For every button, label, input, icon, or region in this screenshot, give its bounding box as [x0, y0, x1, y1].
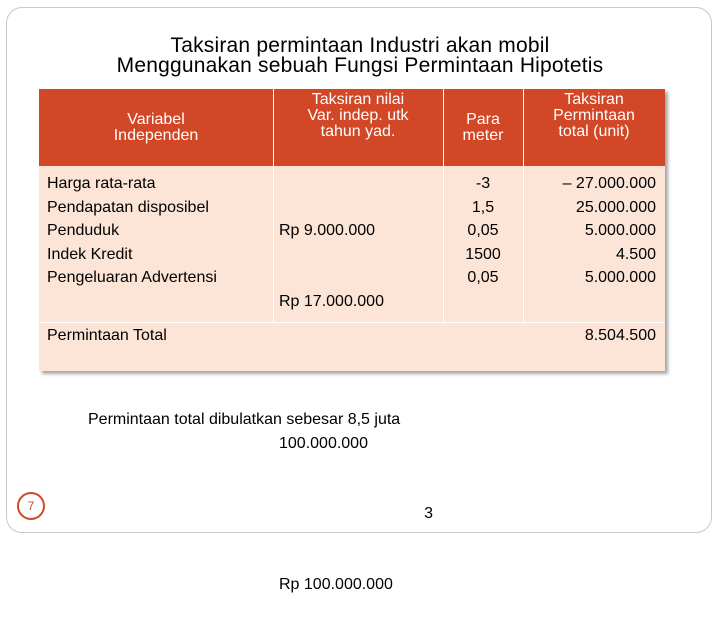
estimate-list — [279, 172, 433, 644]
total-item: 5.000.000 — [584, 222, 656, 240]
header-estimate-line-3: tahun yad. — [320, 123, 396, 140]
header-divider — [523, 89, 524, 166]
variable-list — [47, 172, 271, 290]
header-total — [523, 89, 665, 166]
variable-item: Harga rata-rata — [47, 175, 156, 192]
table-header — [39, 89, 665, 166]
estimate-item: Rp 9.000.000 — [279, 222, 376, 240]
page-number-badge — [17, 492, 45, 520]
parameter-item: -3 — [475, 175, 491, 192]
header-estimate — [273, 89, 443, 166]
parameter-item: 0,05 — [467, 269, 499, 287]
variable-item: Pengeluaran Advertensi — [47, 269, 217, 287]
title-line-1: Taksiran permintaan Industri akan mobil — [170, 34, 550, 57]
header-variable — [39, 89, 273, 166]
total-list — [527, 172, 656, 290]
header-estimate-line-1: Taksiran nilai — [311, 91, 405, 108]
parameter-item: 1,5 — [471, 198, 495, 216]
header-divider — [273, 89, 274, 166]
rounding-note: Permintaan total dibulatkan sebesar 8,5 juta — [88, 411, 401, 428]
header-variable-line-2: Independen — [113, 126, 199, 144]
footer-total: 8.504.500 — [584, 327, 656, 344]
parameter-item: 1500 — [465, 245, 501, 263]
variable-item: Penduduk — [47, 222, 120, 240]
estimate-item: 100.000.000 — [279, 434, 368, 452]
header-variable-line-1: Variabel — [127, 110, 185, 128]
variable-item: Pendapatan disposibel — [47, 198, 209, 216]
column-divider — [273, 166, 274, 322]
total-item: 4.500 — [615, 245, 656, 263]
parameter-item: 0,05 — [467, 222, 499, 240]
column-divider — [523, 166, 524, 322]
total-item: 5.000.000 — [584, 269, 656, 287]
header-estimate-line-2: Var. indep. utk — [307, 107, 409, 124]
parameter-list — [443, 172, 523, 290]
footer-label: Permintaan Total — [47, 327, 167, 344]
estimate-item: Rp 100.000.000 — [279, 576, 393, 594]
total-item: – 27.000.000 — [562, 175, 656, 192]
total-item: 25.000.000 — [575, 198, 656, 216]
page-number: 7 — [27, 499, 35, 513]
header-parameter-line-2: meter — [462, 126, 504, 144]
slide-title — [0, 36, 720, 76]
header-parameter — [443, 89, 523, 166]
variable-item: Indek Kredit — [47, 245, 133, 263]
estimate-item: Rp 17.000.000 — [279, 292, 384, 310]
estimate-item: 3 — [424, 505, 433, 523]
header-total-line-3: total (unit) — [558, 123, 630, 140]
header-divider — [443, 89, 444, 166]
title-line-2: Menggunakan sebuah Fungsi Permintaan Hipotetis — [116, 54, 604, 77]
header-total-line-1: Taksiran — [564, 91, 624, 108]
header-parameter-line-1: Para — [466, 110, 500, 128]
header-total-line-2: Permintaan — [553, 107, 635, 124]
